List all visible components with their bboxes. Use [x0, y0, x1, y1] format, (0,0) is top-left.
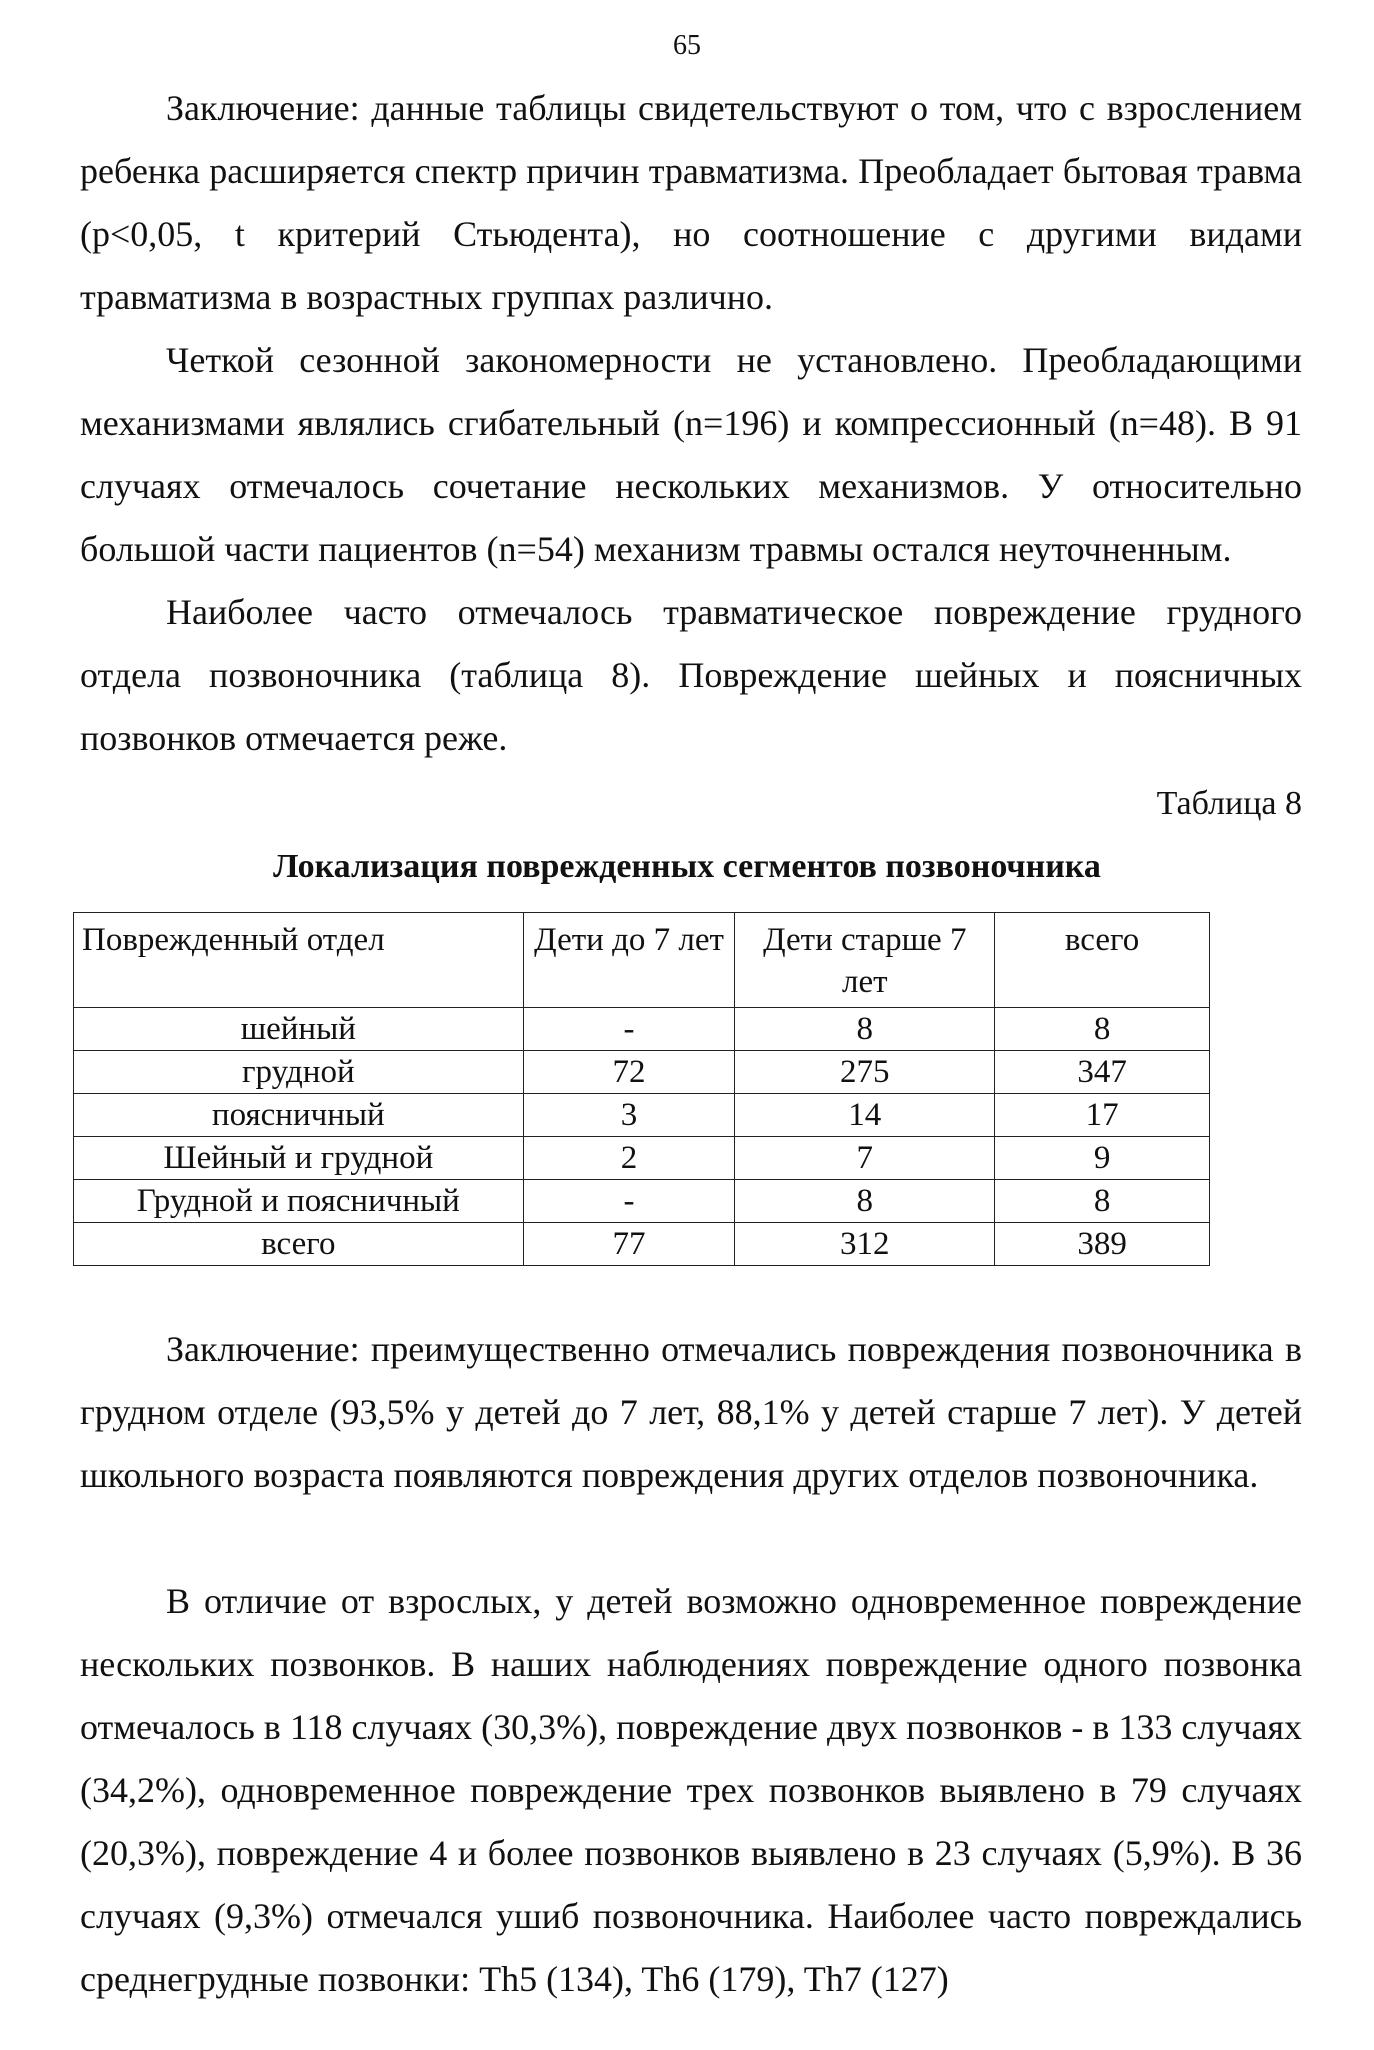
header-children-under-7: Дети до 7 лет	[523, 913, 735, 1008]
table-row	[74, 1180, 1210, 1223]
cell-total: 8	[995, 1008, 1210, 1051]
cell-under-7: -	[523, 1008, 735, 1051]
cell-over-7: 312	[735, 1223, 995, 1266]
cell-over-7: 275	[735, 1051, 995, 1094]
page-number: 65	[673, 30, 701, 61]
cell-section: Шейный и грудной	[74, 1137, 524, 1180]
header-total: всего	[995, 913, 1210, 1008]
cell-under-7: 3	[523, 1094, 735, 1137]
cell-section: всего	[74, 1223, 524, 1266]
localization-table	[73, 912, 1210, 1266]
table-row-total	[74, 1223, 1210, 1266]
cell-section: Грудной и поясничный	[74, 1180, 524, 1223]
paragraph-multiple-vertebrae: В отличие от взрослых, у детей возможно одновременное повреждение нескольких позвонков. В наших наблюдениях повреждение одного позвонка отмечалось в 118 случаях (30,3%), повреждение двух позвонков - в 133 случаях (34,2%), одновременное повреждение трех позвонков выявлено в 79 случаях (20,3%), повреждение 4 и более позвонков выявлено в 23 случаях (5,9%). В 36 случаях (9,3%) отмечался ушиб позвоночника. Наиболее часто повреждались среднегрудные позвонки: Th5 (134), Th6 (179), Th7 (127)	[80, 1581, 1302, 1999]
paragraph-localization: Наиболее часто отмечалось травматическое повреждение грудного отдела позвоночника (таблица 8). Повреждение шейных и поясничных позвонков отмечается реже.	[80, 592, 1302, 758]
cell-over-7: 7	[735, 1137, 995, 1180]
header-children-over-7: Дети старше 7 лет	[735, 913, 995, 1008]
cell-total: 389	[995, 1223, 1210, 1266]
cell-section: шейный	[74, 1008, 524, 1051]
cell-over-7: 8	[735, 1008, 995, 1051]
table-row	[74, 1051, 1210, 1094]
table-header-row	[74, 913, 1210, 1008]
cell-over-7: 14	[735, 1094, 995, 1137]
paragraph-conclusion-1: Заключение: данные таблицы свидетельствуют о том, что с взрослением ребенка расширяется спектр причин травматизма. Преобладает бытовая травма (p<0,05, t критерий Стьюдента), но соотношение с другими видами травматизма в возрастных группах различно.	[80, 88, 1302, 317]
cell-total: 9	[995, 1137, 1210, 1180]
table-row	[74, 1008, 1210, 1051]
cell-under-7: 77	[523, 1223, 735, 1266]
table-row	[74, 1094, 1210, 1137]
table-row	[74, 1137, 1210, 1180]
cell-total: 8	[995, 1180, 1210, 1223]
cell-over-7: 8	[735, 1180, 995, 1223]
header-damaged-section: Поврежденный отдел	[74, 913, 524, 1008]
cell-under-7: -	[523, 1180, 735, 1223]
cell-under-7: 2	[523, 1137, 735, 1180]
paragraph-conclusion-2: Заключение: преимущественно отмечались повреждения позвоночника в грудном отделе (93,5% у детей до 7 лет, 88,1% у детей старше 7 лет). У детей школьного возраста появляются повреждения других отделов позвоночника.	[80, 1329, 1302, 1495]
cell-under-7: 72	[523, 1051, 735, 1094]
cell-total: 347	[995, 1051, 1210, 1094]
cell-section: поясничный	[74, 1094, 524, 1137]
paragraph-mechanisms: Четкой сезонной закономерности не установлено. Преобладающими механизмами являлись сгибательный (n=196) и компрессионный (n=48). В 91 случаях отмечалось сочетание нескольких механизмов. У относительно большой части пациентов (n=54) механизм травмы остался неуточненным.	[80, 340, 1302, 569]
cell-total: 17	[995, 1094, 1210, 1137]
table-label: Таблица 8	[1156, 785, 1302, 822]
table-title: Локализация поврежденных сегментов позвоночника	[273, 848, 1101, 885]
cell-section: грудной	[74, 1051, 524, 1094]
